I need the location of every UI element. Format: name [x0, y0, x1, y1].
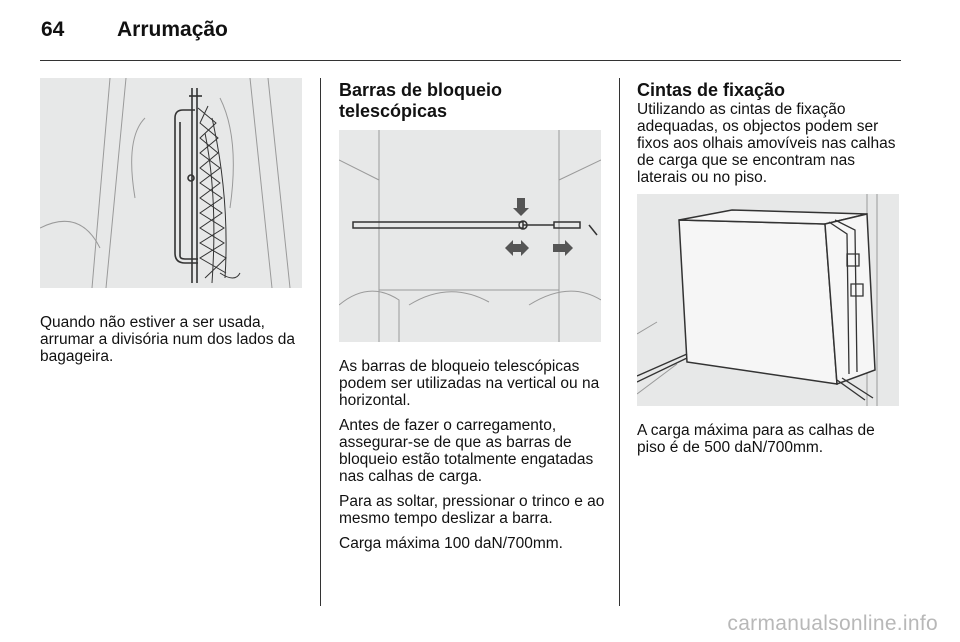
column-divider-2 [619, 78, 620, 606]
partition-caption: Quando não estiver a ser usada, arrumar a divisória num dos lados da bagageira. [40, 314, 296, 365]
header-rule [40, 60, 901, 61]
fastening-straps-figure [637, 194, 899, 406]
section-heading-telescopic-bars: Barras de bloqueio telescópicas [339, 80, 503, 121]
partition-net-figure [40, 78, 302, 288]
watermark: carmanualsonline.info [727, 612, 938, 635]
telescopic-bar-figure [339, 130, 601, 342]
fastening-straps-intro: Utilizando as cintas de fixação adequadas, os objectos podem ser fixos aos olhais amovíveis nas calhas de carga que se encontram nas laterais ou no piso. [637, 101, 896, 186]
column-divider-1 [320, 78, 321, 606]
fastening-straps-caption: A carga máxima para as calhas de piso é de 500 daN/700mm. [637, 422, 875, 456]
page-title: Arrumação [117, 18, 228, 41]
paragraph-4: Carga máxima 100 daN/700mm. [339, 535, 563, 552]
page-number: 64 [41, 18, 65, 41]
paragraph-3: Para as soltar, pressionar o trinco e ao mesmo tempo deslizar a barra. [339, 493, 605, 527]
column-1 [40, 78, 306, 373]
section-heading-fastening-straps: Cintas de fixação [637, 80, 786, 100]
column-2 [339, 80, 605, 560]
paragraph-1: As barras de bloqueio telescópicas podem ser utilizadas na vertical ou na horizontal. [339, 358, 600, 409]
paragraph-2: Antes de fazer o carregamento, assegurar-se de que as barras de bloqueio estão totalmente engatadas nas calhas de carga. [339, 417, 594, 485]
column-3 [637, 80, 905, 464]
